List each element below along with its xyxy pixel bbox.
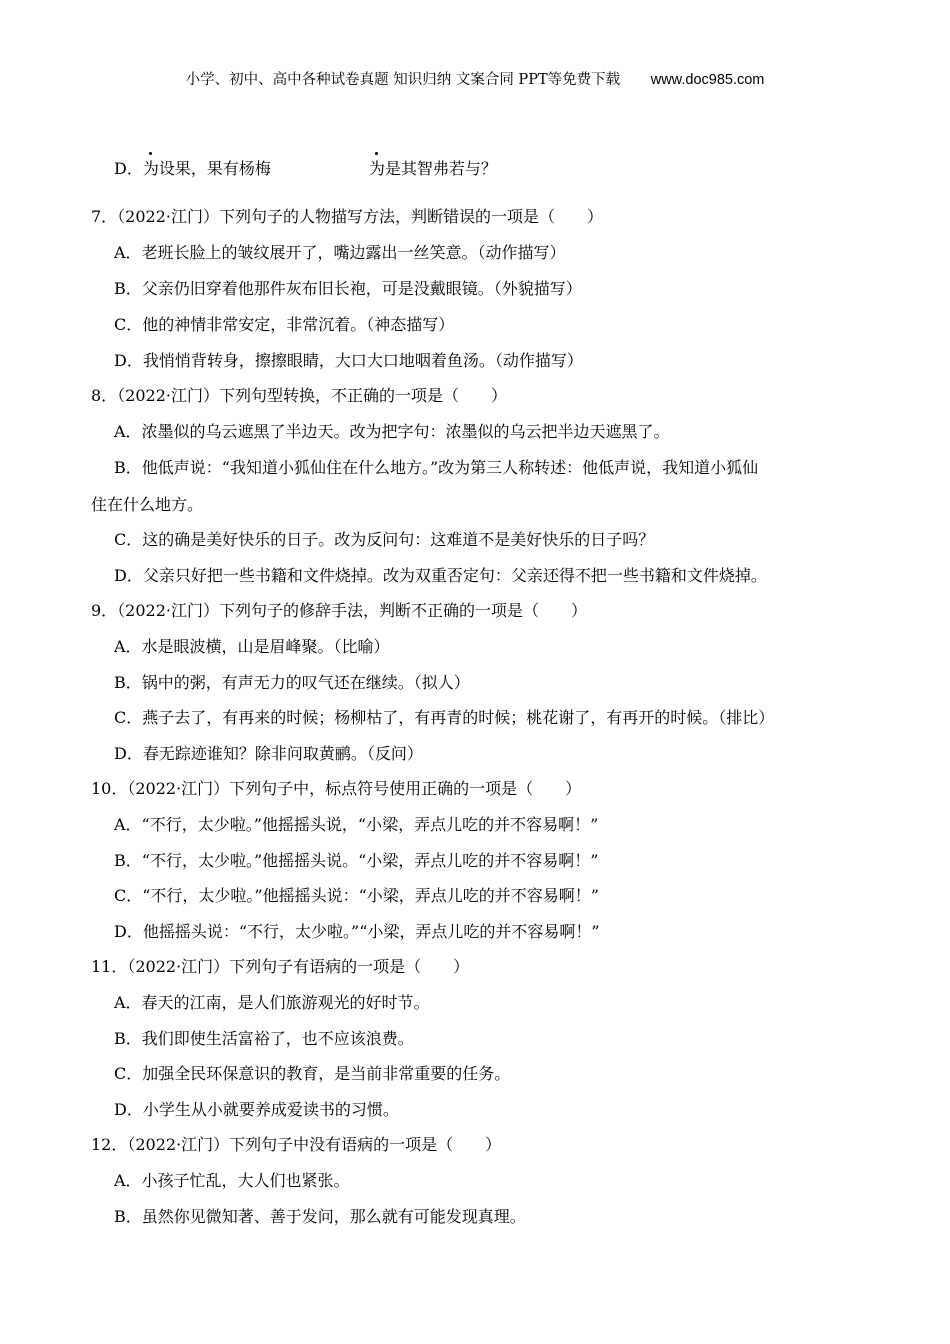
q8-option-a: A．浓墨似的乌云遮黑了半边天。改为把字句：浓墨似的乌云把半边天遮黑了。 (114, 422, 670, 441)
q9-option-c: C．燕子去了，有再来的时候；杨柳枯了，有再青的时候；桃花谢了，有再开的时候。（排比） (114, 708, 775, 727)
question-7-stem: 7．（2022·江门）下列句子的人物描写方法，判断错误的一项是（ ） (91, 207, 603, 226)
question-11-stem: 11．（2022·江门）下列句子有语病的一项是（ ） (91, 957, 470, 976)
q10-option-b: B．“不行，太少啦。”他摇摇头说。“小梁，弄点儿吃的并不容易啊！” (114, 851, 599, 870)
emphasis-char: 为 (142, 159, 159, 178)
header-text: 小学、初中、高中各种试卷真题 知识归纳 文案合同 PPT等免费下载 (185, 72, 621, 88)
q8-option-b-continued: 住在什么地方。 (91, 495, 204, 514)
question-12-stem: 12．（2022·江门）下列句子中没有语病的一项是（ ） (91, 1135, 502, 1154)
q10-option-a: A．“不行，太少啦。”他摇摇头说，“小梁，弄点儿吃的并不容易啊！” (114, 815, 599, 834)
q10-option-d: D．他摇摇头说：“不行，太少啦。”“小梁，弄点儿吃的并不容易啊！” (114, 922, 600, 941)
q8-option-c: C．这的确是美好快乐的日子。改为反问句：这难道不是美好快乐的日子吗？ (114, 530, 655, 549)
q8-option-b: B．他低声说：“我知道小狐仙住在什么地方。”改为第三人称转述：他低声说，我知道小狐仙 (114, 458, 759, 477)
q7-option-a: A．老班长脸上的皱纹展开了，嘴边露出一丝笑意。（动作描写） (114, 243, 566, 262)
q9-option-b: B．锅中的粥，有声无力的叹气还在继续。（拟人） (114, 673, 470, 692)
q6-option-d: D．为设果，果有杨梅 为是其智弗若与？ (114, 159, 497, 178)
q7-option-b: B．父亲仍旧穿着他那件灰布旧长袍，可是没戴眼镜。（外貌描写） (114, 279, 582, 298)
emphasis-char: 为 (368, 159, 385, 178)
q12-option-b: B．虽然你见微知著、善于发问，那么就有可能发现真理。 (114, 1207, 526, 1226)
q11-option-c: C．加强全民环保意识的教育，是当前非常重要的任务。 (114, 1064, 511, 1083)
header-site-link[interactable]: www.doc985.com (650, 72, 765, 88)
q8-option-d: D．父亲只好把一些书籍和文件烧掉。改为双重否定句：父亲还得不把一些书籍和文件烧掉。 (114, 566, 767, 585)
question-9-stem: 9．（2022·江门）下列句子的修辞手法，判断不正确的一项是（ ） (91, 601, 587, 620)
q7-option-c: C．他的神情非常安定，非常沉着。（神态描写） (114, 315, 455, 334)
question-10-stem: 10．（2022·江门）下列句子中，标点符号使用正确的一项是（ ） (91, 779, 582, 798)
q7-option-d: D．我悄悄背转身，擦擦眼睛，大口大口地咽着鱼汤。（动作描写） (114, 351, 583, 370)
question-8-stem: 8．（2022·江门）下列句型转换，不正确的一项是（ ） (91, 386, 507, 405)
q11-option-b: B．我们即使生活富裕了，也不应该浪费。 (114, 1029, 414, 1048)
q9-option-a: A．水是眼波横，山是眉峰聚。（比喻） (114, 637, 390, 656)
q11-option-d: D．小学生从小就要养成爱读书的习惯。 (114, 1100, 399, 1119)
q11-option-a: A．春天的江南，是人们旅游观光的好时节。 (114, 993, 430, 1012)
q10-option-c: C．“不行，太少啦。”他摇摇头说：“小梁，弄点儿吃的并不容易啊！” (114, 886, 599, 905)
q12-option-a: A．小孩子忙乱，大人们也紧张。 (114, 1171, 350, 1190)
page-header (0, 68, 950, 89)
q9-option-d: D．春无踪迹谁知？除非问取黄鹂。（反问） (114, 744, 423, 763)
